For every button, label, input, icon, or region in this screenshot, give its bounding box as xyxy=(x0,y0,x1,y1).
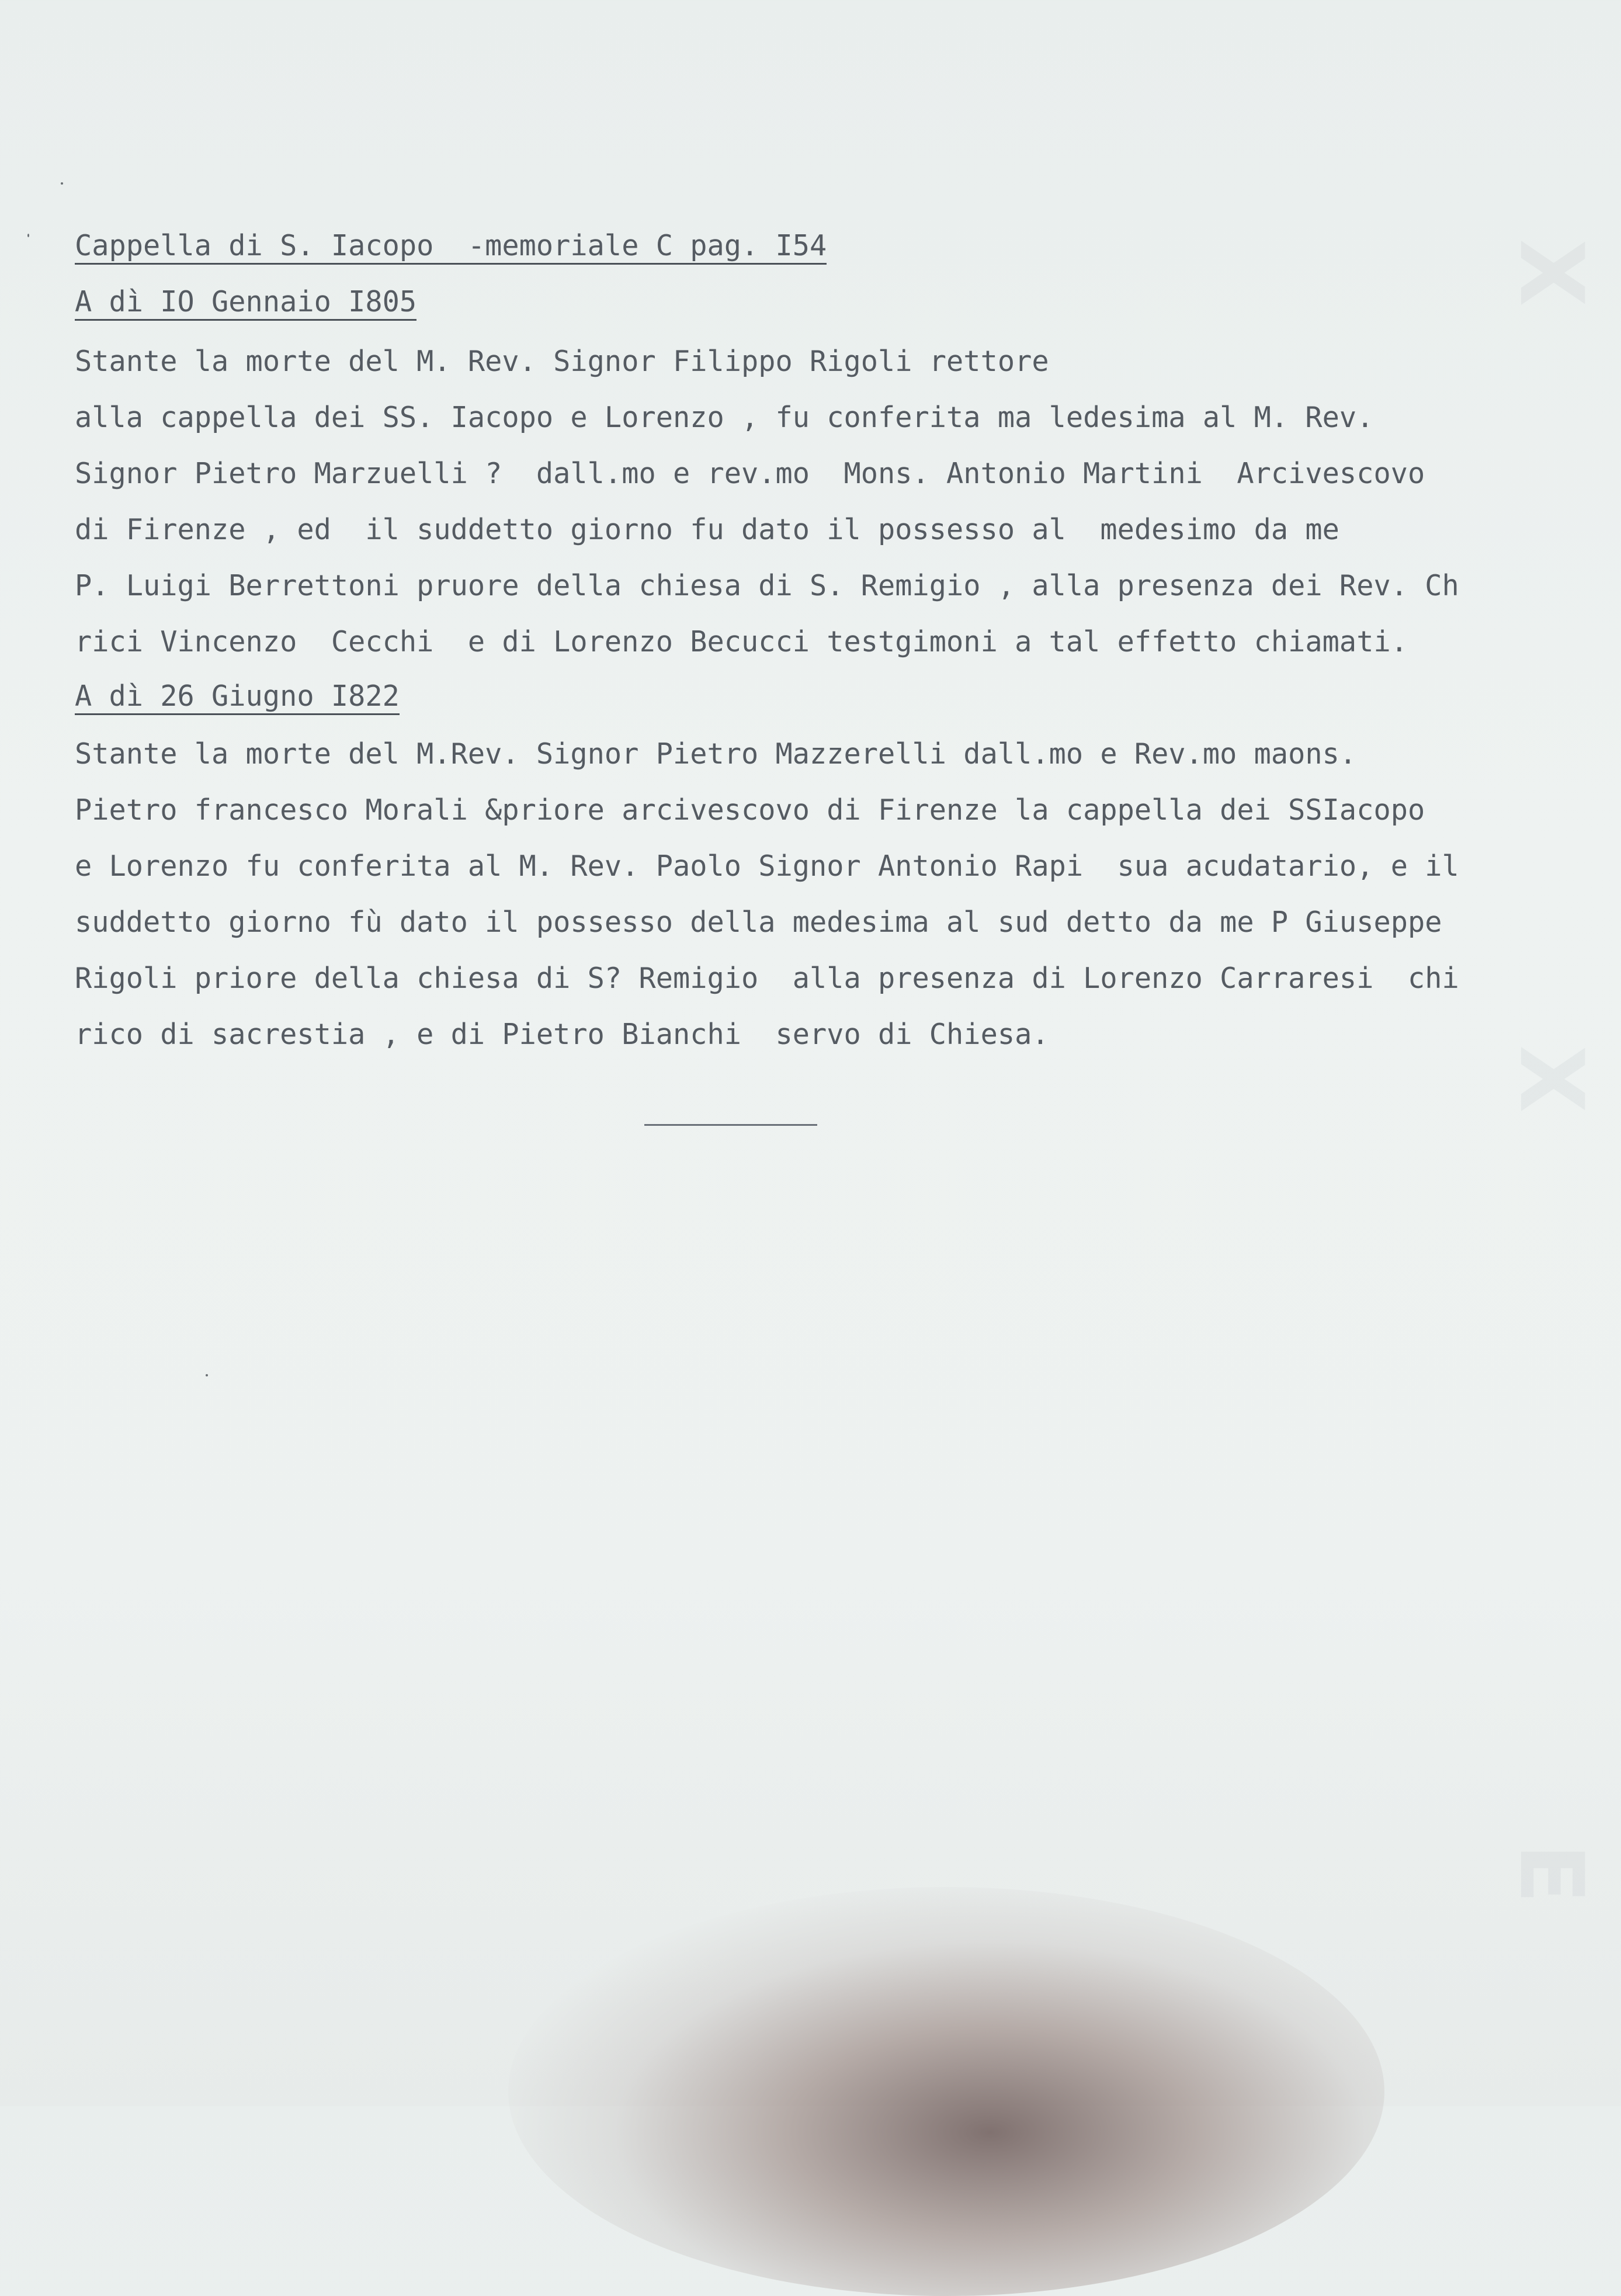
entry-line: Stante la morte del M.Rev. Signor Pietro Mazzerelli dall.mo e Rev.mo maons. xyxy=(75,738,1357,771)
finger-shadow xyxy=(508,1887,1384,2296)
entry-line: Signor Pietro Marzuelli ? dall.mo e rev.mo Mons. Antonio Martini Arcivescovo xyxy=(75,457,1425,490)
entry-line: rici Vincenzo Cecchi e di Lorenzo Becucci testgimoni a tal effetto chiamati. xyxy=(75,626,1408,658)
entry-line: e Lorenzo fu conferita al M. Rev. Paolo Signor Antonio Rapi sua acudatario, e il xyxy=(75,850,1459,883)
entry-date xyxy=(75,679,400,713)
closing-divider xyxy=(644,1124,817,1126)
entry-line: di Firenze , ed il suddetto giorno fu dato il possesso al medesimo da me xyxy=(75,514,1339,546)
ink-speck xyxy=(27,234,29,237)
entry-line: suddetto giorno fù dato il possesso della medesima al sud detto da me P Giuseppe xyxy=(75,906,1442,939)
ink-speck xyxy=(206,1374,208,1376)
entry-line: alla cappella dei SS. Iacopo e Lorenzo , fu conferita ma ledesima al M. Rev. xyxy=(75,401,1374,434)
entry-line: Rigoli priore della chiesa di S? Remigio alla presenza di Lorenzo Carraresi chi xyxy=(75,962,1459,995)
entry-date-text: A dì 26 Giugno I822 xyxy=(75,680,400,715)
document-heading-text: Cappella di S. Iacopo -memoriale C pag. I54 xyxy=(75,230,827,265)
bleed-through-marks: X xyxy=(1500,239,1602,307)
entry-date-text: A dì IO Gennaio I805 xyxy=(75,286,416,321)
entry-line: Stante la morte del M. Rev. Signor Filippo Rigoli rettore xyxy=(75,345,1049,378)
entry-line: rico di sacrestia , e di Pietro Bianchi servo di Chiesa. xyxy=(75,1018,1049,1051)
entry-date xyxy=(75,285,416,319)
document-heading xyxy=(75,229,827,263)
bleed-through-marks: X xyxy=(1500,1045,1602,1113)
entry-line: Pietro francesco Morali &priore arcivescovo di Firenze la cappella dei SSIacopo xyxy=(75,794,1425,827)
ink-speck xyxy=(61,182,63,185)
bleed-through-marks: E xyxy=(1500,1843,1602,1904)
entry-line: P. Luigi Berrettoni pruore della chiesa di S. Remigio , alla presenza dei Rev. Ch xyxy=(75,570,1459,602)
